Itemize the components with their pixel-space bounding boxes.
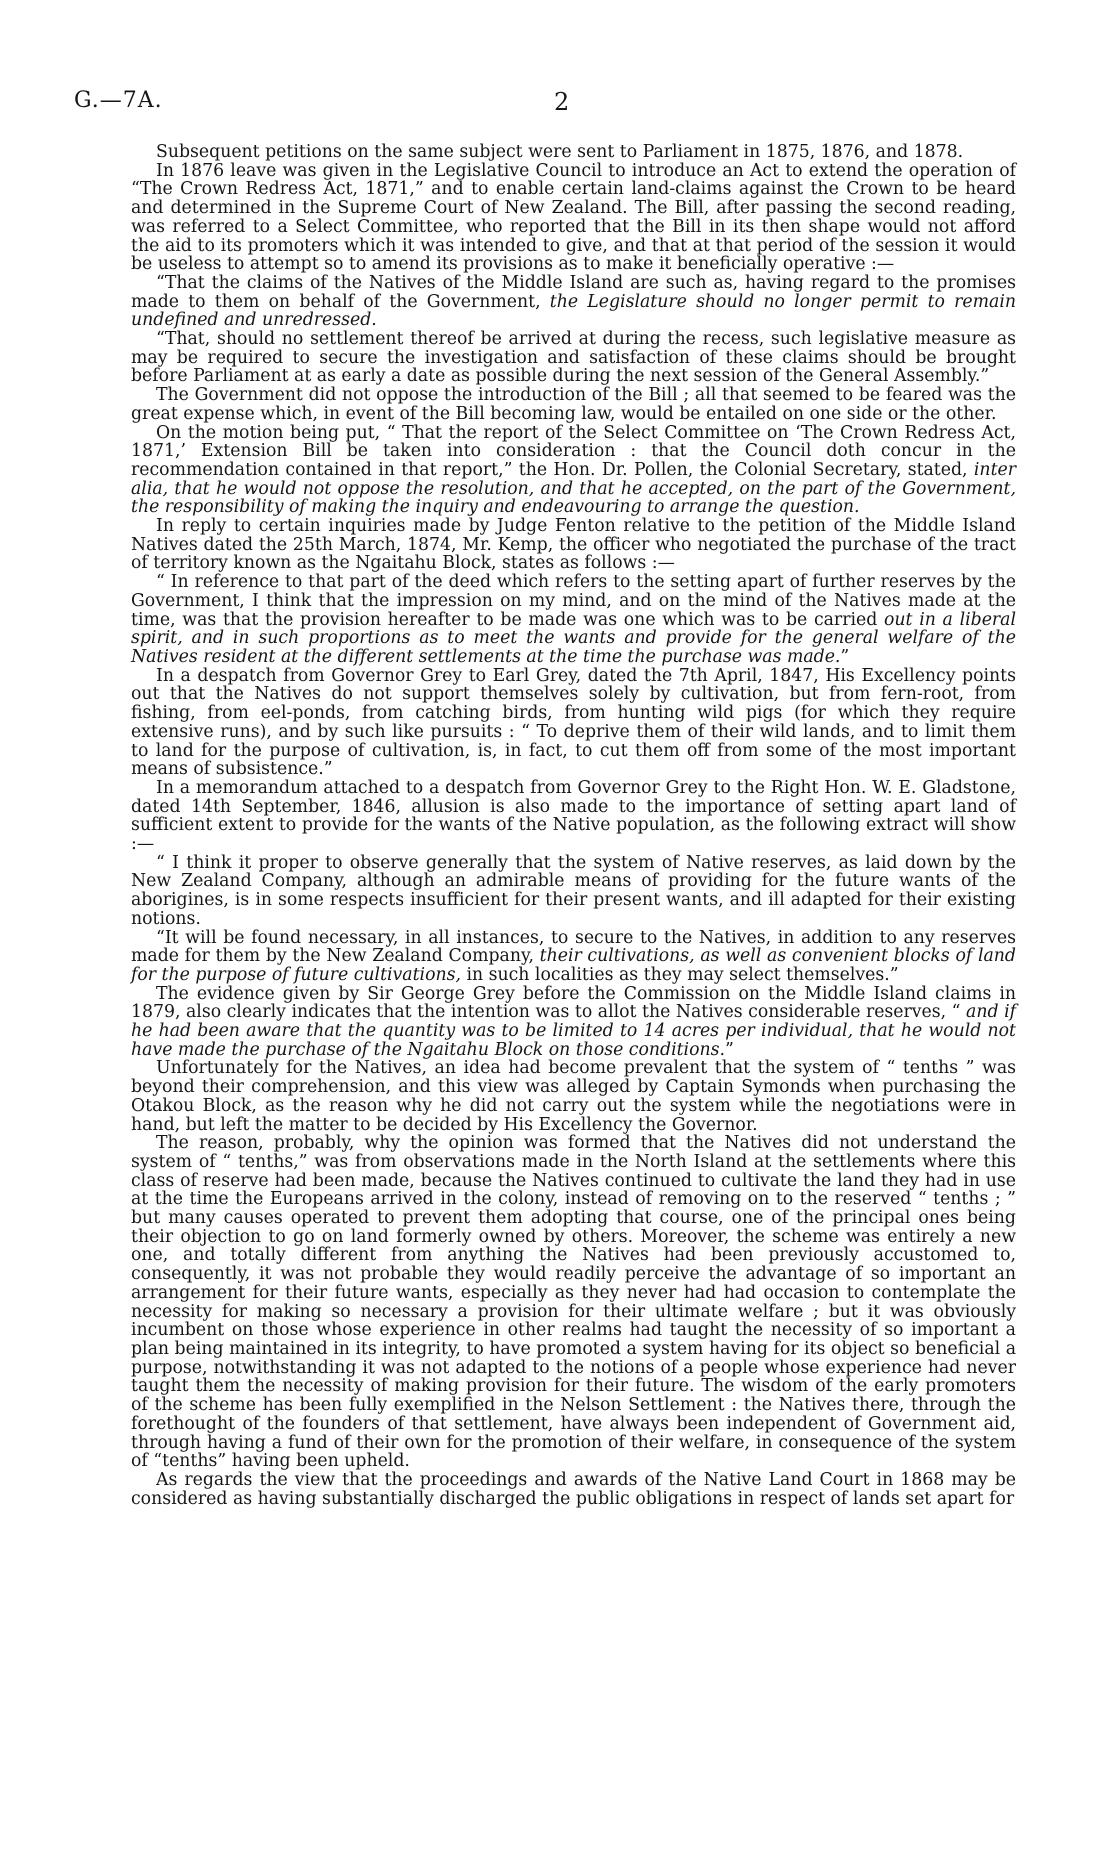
paragraph xyxy=(131,143,1016,162)
italic-text: out in a liberal spirit, and in such proportions as to meet the wants and provide for the general welfare of the Natives resident at the different settlements at the time the purchase was made. xyxy=(131,609,1017,667)
paragraph xyxy=(131,854,1016,929)
paragraph xyxy=(131,517,1016,573)
italic-text: their cultivations, as well as convenient blocks of land for the purpose of future cultivations, xyxy=(131,946,1016,985)
paragraph xyxy=(131,1059,1016,1134)
text-run: “ In reference to that part of the deed which refers to the setting apart of further reserves by the Government, I think that the impression on my mind, and on the mind of the Natives made at the time, was that the provision hereafter to be made was one which was to be carried xyxy=(131,572,1016,630)
document-reference: G.—7A. xyxy=(74,88,163,113)
paragraph xyxy=(131,162,1016,274)
text-run: The evidence given by Sir George Grey before the Commission on the Middle Island claims in 1879, also clearly indicates that the intention was to allot the Natives considerable reserves, “ xyxy=(131,983,1016,1023)
paragraph xyxy=(131,424,1016,518)
text-run: The Government did not oppose the introduction of the Bill ; all that seemed to be feared was the great expense which, in event of the Bill becoming law, would be entailed on one side or the other. xyxy=(131,385,1016,424)
text-run: ” xyxy=(840,646,850,667)
text-run: “It will be found necessary, in all instances, to secure to the Natives, in addition to any reserves made for them by the New Zealand Company, xyxy=(131,927,1016,967)
paragraph xyxy=(131,1471,1016,1508)
paragraph xyxy=(131,386,1016,423)
text-run: in such localities as they may select themselves.” xyxy=(460,964,899,985)
page-number: 2 xyxy=(554,88,570,116)
paragraph xyxy=(131,1134,1016,1471)
page-header xyxy=(74,88,1011,124)
text-run: The reason, probably, why the opinion was formed that the Natives did not understand the system of “ tenths,” was from observations made in the North Island at the settlements where this class of reserve had been made, because the Natives continued to cultivate the land they had in use at the time the Europeans arrived in the colony, instead of removing on to the reserved “ tenths ; ” but many causes operated to prevent them adopting that course, one of the principal ones being their objection to go on land formerly owned by others. Moreover, the scheme was entirely a new one, and totally different from anything the Natives had been previously accustomed to, consequently, it was not probable they would readily perceive the advantage of so important an arrangement for their future wants, especially as they never had had occasion to contemplate the necessity for making so necessary a provision for their ultimate welfare ; but it was obviously incumbent on those whose experience in other realms had taught the necessity of so important a plan being maintained in its integrity, to have promoted a system having for its object so beneficial a purpose, notwithstanding it was not adapted to the notions of a people whose experience had never taught them the necessity of making provision for their future. The wisdom of the early promoters of the scheme has been fully exemplified in the Nelson Settlement : the Natives there, through the forethought of the founders of that settlement, have always been independent of Government aid, through having a fund of their own for the promotion of their welfare, in consequence of the system of “tenths” having been upheld. xyxy=(131,1133,1016,1472)
text-run: Unfortunately for the Natives, an idea had become prevalent that the system of “ tenths ” was beyond their comprehension, and this view was alleged by Captain Symonds when purchasing the Otakou Block, as the reason why he did not carry out the system while the negotiations were in hand, but left the matter to be decided by His Excellency the Governor. xyxy=(131,1058,1016,1135)
paragraph xyxy=(131,985,1016,1060)
text-run: “That the claims of the Natives of the Middle Island are such as, having regard to the promises made to them on behalf of the Government, xyxy=(131,272,1016,312)
body-text xyxy=(131,143,1016,1508)
text-run: In reply to certain inquiries made by Judge Fenton relative to the petition of the Middle Island Natives dated the 25th March, 1874, Mr. Kemp, the officer who negotiated the purchase of the tract of territory known as the Ngaitahu Block, states as follows :— xyxy=(131,516,1016,574)
text-run: “That, should no settlement thereof be arrived at during the recess, such legislative measure as may be required to secure the investigation and satisfaction of these claims should be brought before Parliament at as early a date as possible during the next session of the General Assembly.” xyxy=(131,329,1016,387)
text-run: As regards the view that the proceedings and awards of the Native Land Court in 1868 may be considered as having substantially discharged the public obligations in respect of lands set apart for xyxy=(131,1469,1016,1509)
text-run: In 1876 leave was given in the Legislative Council to introduce an Act to extend the operation of “The Crown Redress Act, 1871,” and to enable certain land-claims against the Crown to be heard and determined in the Supreme Court of New Zealand. The Bill, after passing the second reading, was referred to a Select Committee, who reported that the Bill in its then shape would not afford the aid to its promoters which it was intended to give, and that at that period of the session it would be useless to attempt so to amend its provisions as to make it beneficially operative :— xyxy=(131,160,1016,275)
text-run: In a despatch from Governor Grey to Earl Grey, dated the 7th April, 1847, His Excellency points out that the Natives do not support themselves solely by cultivation, but from fern-root, from fishing, from eel-ponds, from catching birds, from hunting wild pigs (for which they require extensive runs), and by such like pursuits : “ To deprive them of their wild lands, and to limit them to land for the purpose of cultivation, is, in fact, to cut them off from some of the most important means of subsistence.” xyxy=(131,665,1016,780)
paragraph xyxy=(131,779,1016,854)
text-run: ” xyxy=(724,1039,734,1060)
italic-text: inter alia, that he would not oppose the resolution, and that he accepted, on the part of the Government, the responsibility of making the inquiry and endeavouring to arrange the question. xyxy=(131,459,1016,518)
text-run: On the motion being put, “ That the report of the Select Committee on ‘The Crown Redress Act, 1871,’ Extension Bill be taken into consideration : that the Council doth concur in the recommendation contained in that report,” the Hon. Dr. Pollen, the Colonial Secretary, stated, xyxy=(131,422,1016,480)
text-run: Subsequent petitions on the same subject were sent to Parliament in 1875, 1876, and 1878. xyxy=(156,142,964,162)
text-run: “ I think it proper to observe generally that the system of Native reserves, as laid down by the New Zealand Company, although an admirable means of providing for the future wants of the aborigines, is in some respects insufficient for their present wants, and ill adapted for their existing notions. xyxy=(131,852,1016,929)
italic-text: and if he had been aware that the quantity was to be limited to 14 acres per individual, that he would not have made the purchase of the Ngaitahu Block on those conditions. xyxy=(131,1002,1016,1060)
text-run: In a memorandum attached to a despatch from Governor Grey to the Right Hon. W. E. Gladstone, dated 14th September, 1846, allusion is also made to the importance of setting apart land of sufficient extent to provide for the wants of the Native population, as the following extract will show :— xyxy=(131,777,1016,855)
italic-text: the Legislature should no longer permit to remain undefined and unredressed. xyxy=(131,291,1016,331)
paragraph xyxy=(131,274,1016,330)
paragraph xyxy=(131,330,1016,386)
paragraph xyxy=(131,929,1016,985)
paragraph xyxy=(131,573,1016,667)
paragraph xyxy=(131,667,1016,779)
